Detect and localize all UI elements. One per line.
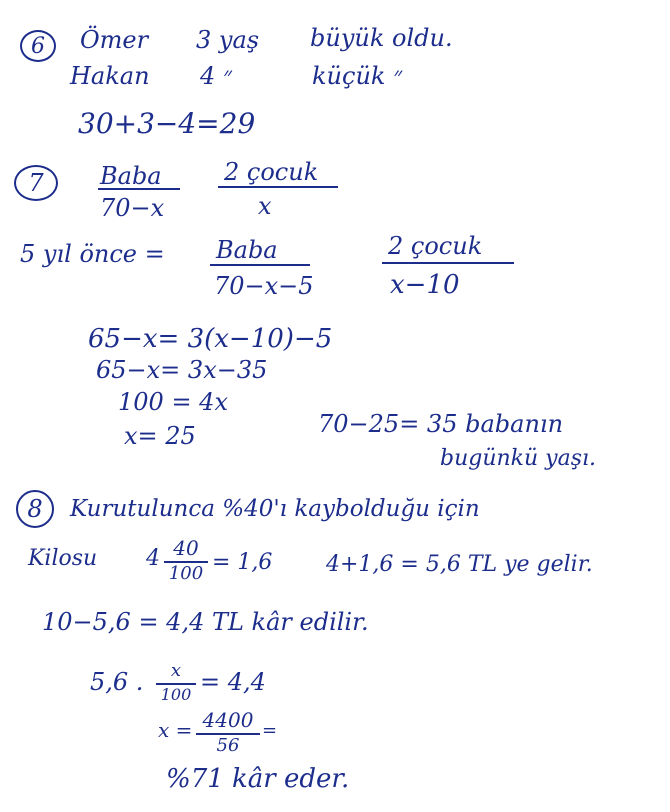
q7-cocuk-before: x−10 [390,270,460,300]
q8-x-fraction [196,710,260,756]
q8-final: %71 kâr eder. [166,764,350,794]
q7-cocuk-underline [218,186,338,188]
q7-baba-label: Baba [100,162,162,190]
q6-omer: Ömer [80,26,149,54]
question-8-number: 8 [16,490,54,528]
q7-baba-before: 70−x−5 [214,272,314,300]
q8-equation-numerator: x [170,660,182,681]
q7-step-2: 65−x= 3x−35 [96,356,268,384]
q8-equation-left: 5,6 . [90,668,144,696]
q8-x-denominator: 56 [216,735,240,756]
q7-baba-value: 70−x [100,194,165,222]
q6-omer-status: büyük oldu. [310,24,453,52]
q8-equation-right: = 4,4 [200,668,266,696]
q8-fraction-denominator: 100 [168,563,204,584]
q8-percent-fraction [164,538,208,584]
q8-profit-line: 10−5,6 = 4,4 TL kâr edilir. [42,608,369,636]
q6-hakan-age: 4 ״ [200,62,233,90]
q7-result-line-2: bugünkü yaşı. [440,446,597,471]
q8-equation-denominator: 100 [160,684,192,704]
q7-step-4: x= 25 [124,422,196,450]
question-7-number: 7 [14,165,58,201]
q7-cocuk-label: 2 çocuk [224,158,319,186]
q7-result-line-1: 70−25= 35 babanın [318,410,564,438]
q7-cocuk-before-underline [382,262,514,264]
q8-intro: Kurutulunca %40'ı kaybolduğu için [70,496,480,522]
q8-x-numerator: 4400 [202,708,254,732]
q8-x-label: x = [158,718,193,742]
q6-hakan: Hakan [70,62,150,90]
q7-step-1: 65−x= 3(x−10)−5 [88,324,333,354]
q8-kilosu-label: Kilosu [28,546,98,571]
q6-equation: 30+3−4=29 [78,107,256,140]
q8-kilosu-factor: 4 [146,546,160,571]
q6-hakan-status: küçük ״ [312,62,403,90]
q7-baba-underline [98,188,180,190]
q8-cost-line: 4+1,6 = 5,6 TL ye gelir. [326,552,593,577]
q7-step-3: 100 = 4x [118,388,228,416]
q7-baba-before-underline [210,264,310,266]
q7-baba-label-2: Baba [216,236,278,264]
question-6-number: 6 [20,30,56,62]
q8-equation-fraction [156,662,196,704]
q7-cocuk-value: x [258,192,272,220]
q7-before-label: 5 yıl önce = [20,240,165,268]
q8-x-tail: = [262,720,278,741]
q7-cocuk-label-2: 2 çocuk [388,232,483,260]
q6-omer-age: 3 yaş [196,26,260,54]
q8-kilosu-result: = 1,6 [212,550,273,575]
q8-fraction-numerator: 40 [173,536,199,560]
